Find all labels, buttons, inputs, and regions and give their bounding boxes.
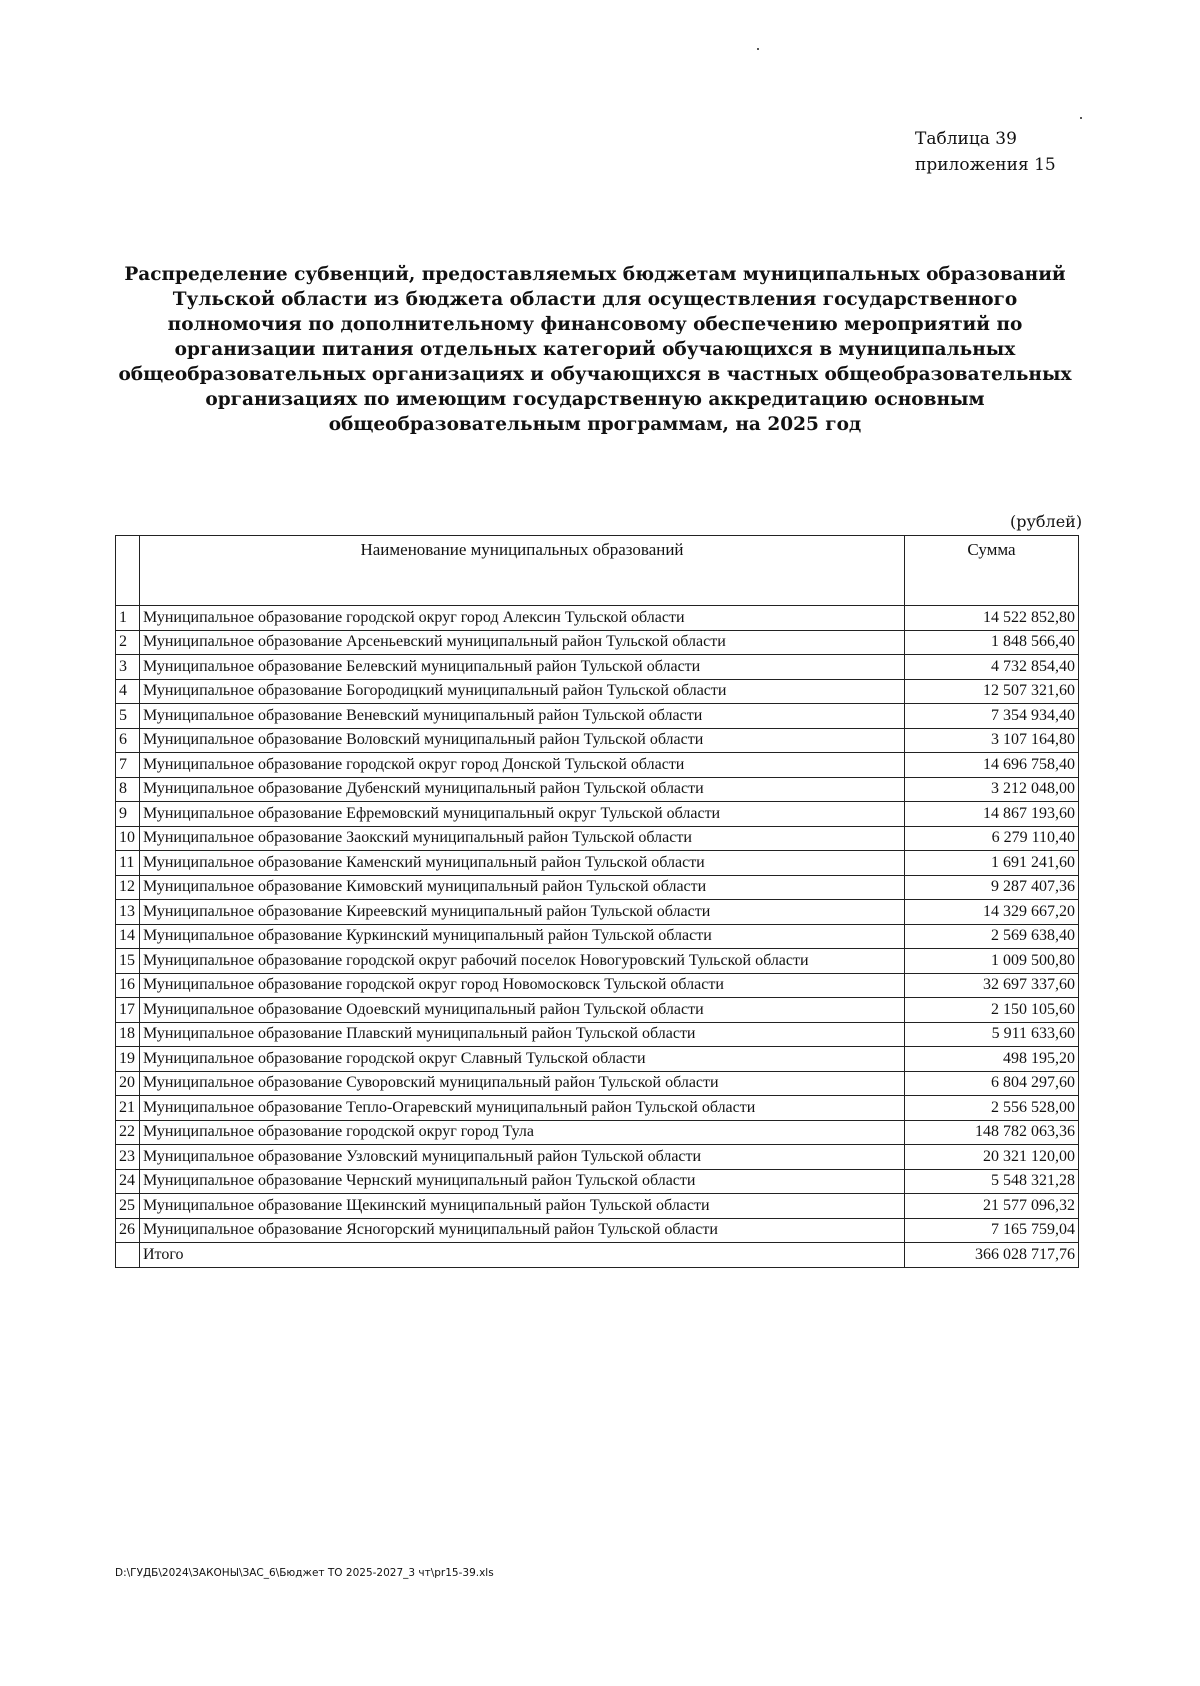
table-row bbox=[116, 777, 1079, 802]
row-name: Муниципальное образование Тепло-Огаревский муниципальный район Тульской области bbox=[140, 1096, 905, 1121]
total-label: Итого bbox=[140, 1243, 905, 1268]
row-sum: 1 848 566,40 bbox=[905, 630, 1079, 655]
table-row bbox=[116, 851, 1079, 876]
row-number: 16 bbox=[116, 973, 140, 998]
table-row bbox=[116, 704, 1079, 729]
row-name: Муниципальное образование Каменский муниципальный район Тульской области bbox=[140, 851, 905, 876]
row-name: Муниципальное образование Воловский муниципальный район Тульской области bbox=[140, 728, 905, 753]
row-number: 10 bbox=[116, 826, 140, 851]
row-sum: 14 522 852,80 bbox=[905, 606, 1079, 631]
row-sum: 3 107 164,80 bbox=[905, 728, 1079, 753]
row-sum: 14 696 758,40 bbox=[905, 753, 1079, 778]
row-sum: 21 577 096,32 bbox=[905, 1194, 1079, 1219]
row-number: 21 bbox=[116, 1096, 140, 1121]
row-name: Муниципальное образование городской округ город Новомосковск Тульской области bbox=[140, 973, 905, 998]
row-sum: 5 911 633,60 bbox=[905, 1022, 1079, 1047]
row-sum: 4 732 854,40 bbox=[905, 655, 1079, 680]
row-sum: 2 569 638,40 bbox=[905, 924, 1079, 949]
table-row bbox=[116, 949, 1079, 974]
row-sum: 498 195,20 bbox=[905, 1047, 1079, 1072]
row-sum: 12 507 321,60 bbox=[905, 679, 1079, 704]
row-name: Муниципальное образование Одоевский муниципальный район Тульской области bbox=[140, 998, 905, 1023]
row-sum: 3 212 048,00 bbox=[905, 777, 1079, 802]
row-number: 14 bbox=[116, 924, 140, 949]
row-name: Муниципальное образование Киреевский муниципальный район Тульской области bbox=[140, 900, 905, 925]
table-row bbox=[116, 1022, 1079, 1047]
row-number: 12 bbox=[116, 875, 140, 900]
row-sum: 20 321 120,00 bbox=[905, 1145, 1079, 1170]
table-row bbox=[116, 679, 1079, 704]
table-row bbox=[116, 998, 1079, 1023]
row-number: 3 bbox=[116, 655, 140, 680]
row-number: 13 bbox=[116, 900, 140, 925]
row-number: 15 bbox=[116, 949, 140, 974]
row-number: 18 bbox=[116, 1022, 140, 1047]
row-number: 20 bbox=[116, 1071, 140, 1096]
row-number: 24 bbox=[116, 1169, 140, 1194]
scan-speck bbox=[1080, 117, 1082, 119]
row-name: Муниципальное образование Богородицкий муниципальный район Тульской области bbox=[140, 679, 905, 704]
table-row bbox=[116, 1145, 1079, 1170]
row-sum: 7 165 759,04 bbox=[905, 1218, 1079, 1243]
table-header-row bbox=[116, 536, 1079, 606]
reference-appendix: приложения 15 bbox=[915, 155, 1056, 175]
row-number: 5 bbox=[116, 704, 140, 729]
row-sum: 5 548 321,28 bbox=[905, 1169, 1079, 1194]
table-row bbox=[116, 1047, 1079, 1072]
row-name: Муниципальное образование Узловский муниципальный район Тульской области bbox=[140, 1145, 905, 1170]
row-sum: 1 009 500,80 bbox=[905, 949, 1079, 974]
table-row bbox=[116, 1071, 1079, 1096]
document-title: Распределение субвенций, предоставляемых бюджетам муниципальных образований Тульской области из бюджета области для осуществления государственного полномочия по дополнительному финансовому обеспечению мероприятий по организации питания отдельных категорий обучающихся в муниципальных общеобразовательных организациях и обучающихся в частных общеобразовательных организациях по имеющим государственную аккредитацию основным общеобразовательным программам, на 2025 год bbox=[118, 264, 1072, 435]
row-sum: 32 697 337,60 bbox=[905, 973, 1079, 998]
row-sum: 14 329 667,20 bbox=[905, 900, 1079, 925]
row-name: Муниципальное образование Веневский муниципальный район Тульской области bbox=[140, 704, 905, 729]
row-number: 19 bbox=[116, 1047, 140, 1072]
row-sum: 6 804 297,60 bbox=[905, 1071, 1079, 1096]
row-name: Муниципальное образование Заокский муниципальный район Тульской области bbox=[140, 826, 905, 851]
row-number: 2 bbox=[116, 630, 140, 655]
row-sum: 6 279 110,40 bbox=[905, 826, 1079, 851]
row-number: 17 bbox=[116, 998, 140, 1023]
row-name: Муниципальное образование Куркинский муниципальный район Тульской области bbox=[140, 924, 905, 949]
row-number: 9 bbox=[116, 802, 140, 827]
row-sum: 7 354 934,40 bbox=[905, 704, 1079, 729]
table-row bbox=[116, 973, 1079, 998]
row-name: Муниципальное образование Белевский муниципальный район Тульской области bbox=[140, 655, 905, 680]
subsidy-table bbox=[115, 535, 1079, 1268]
row-number: 6 bbox=[116, 728, 140, 753]
table-row bbox=[116, 900, 1079, 925]
table-row bbox=[116, 924, 1079, 949]
row-name: Муниципальное образование Щекинский муниципальный район Тульской области bbox=[140, 1194, 905, 1219]
table-reference bbox=[915, 126, 1056, 178]
table-row bbox=[116, 1096, 1079, 1121]
table-row bbox=[116, 728, 1079, 753]
row-sum: 9 287 407,36 bbox=[905, 875, 1079, 900]
row-name: Муниципальное образование Ефремовский муниципальный округ Тульской области bbox=[140, 802, 905, 827]
row-name: Муниципальное образование городской округ Славный Тульской области bbox=[140, 1047, 905, 1072]
row-name: Муниципальное образование Плавский муниципальный район Тульской области bbox=[140, 1022, 905, 1047]
currency-unit: (рублей) bbox=[1010, 512, 1083, 531]
row-name: Муниципальное образование Дубенский муниципальный район Тульской области bbox=[140, 777, 905, 802]
total-sum: 366 028 717,76 bbox=[905, 1243, 1079, 1268]
total-row bbox=[116, 1243, 1079, 1268]
header-sum: Сумма bbox=[905, 536, 1079, 606]
table-row bbox=[116, 655, 1079, 680]
header-number bbox=[116, 536, 140, 606]
row-number: 22 bbox=[116, 1120, 140, 1145]
row-number: 1 bbox=[116, 606, 140, 631]
total-number bbox=[116, 1243, 140, 1268]
table-row bbox=[116, 606, 1079, 631]
row-sum: 148 782 063,36 bbox=[905, 1120, 1079, 1145]
table-row bbox=[116, 1194, 1079, 1219]
row-name: Муниципальное образование Суворовский муниципальный район Тульской области bbox=[140, 1071, 905, 1096]
row-sum: 2 556 528,00 bbox=[905, 1096, 1079, 1121]
row-name: Муниципальное образование городской округ рабочий поселок Новогуровский Тульской области bbox=[140, 949, 905, 974]
row-number: 11 bbox=[116, 851, 140, 876]
row-name: Муниципальное образование Арсеньевский муниципальный район Тульской области bbox=[140, 630, 905, 655]
row-name: Муниципальное образование Ясногорский муниципальный район Тульской области bbox=[140, 1218, 905, 1243]
row-number: 25 bbox=[116, 1194, 140, 1219]
row-number: 26 bbox=[116, 1218, 140, 1243]
row-number: 7 bbox=[116, 753, 140, 778]
reference-table-number: Таблица 39 bbox=[915, 129, 1017, 149]
row-name: Муниципальное образование городской округ город Алексин Тульской области bbox=[140, 606, 905, 631]
row-name: Муниципальное образование Чернский муниципальный район Тульской области bbox=[140, 1169, 905, 1194]
file-path: D:\ГУДБ\2024\ЗАКОНЫ\ЗАС_6\Бюджет ТО 2025-2027_3 чт\pr15-39.xls bbox=[115, 1567, 494, 1579]
table-row bbox=[116, 802, 1079, 827]
table-row bbox=[116, 1120, 1079, 1145]
row-number: 23 bbox=[116, 1145, 140, 1170]
header-name: Наименование муниципальных образований bbox=[140, 536, 905, 606]
row-number: 8 bbox=[116, 777, 140, 802]
row-name: Муниципальное образование городской округ город Донской Тульской области bbox=[140, 753, 905, 778]
table-row bbox=[116, 1169, 1079, 1194]
row-name: Муниципальное образование Кимовский муниципальный район Тульской области bbox=[140, 875, 905, 900]
scan-speck bbox=[757, 48, 759, 50]
table-row bbox=[116, 826, 1079, 851]
table-row bbox=[116, 875, 1079, 900]
row-sum: 2 150 105,60 bbox=[905, 998, 1079, 1023]
row-sum: 1 691 241,60 bbox=[905, 851, 1079, 876]
row-number: 4 bbox=[116, 679, 140, 704]
table-row bbox=[116, 753, 1079, 778]
row-name: Муниципальное образование городской округ город Тула bbox=[140, 1120, 905, 1145]
table-body bbox=[116, 606, 1079, 1243]
table-row bbox=[116, 1218, 1079, 1243]
table-row bbox=[116, 630, 1079, 655]
row-sum: 14 867 193,60 bbox=[905, 802, 1079, 827]
